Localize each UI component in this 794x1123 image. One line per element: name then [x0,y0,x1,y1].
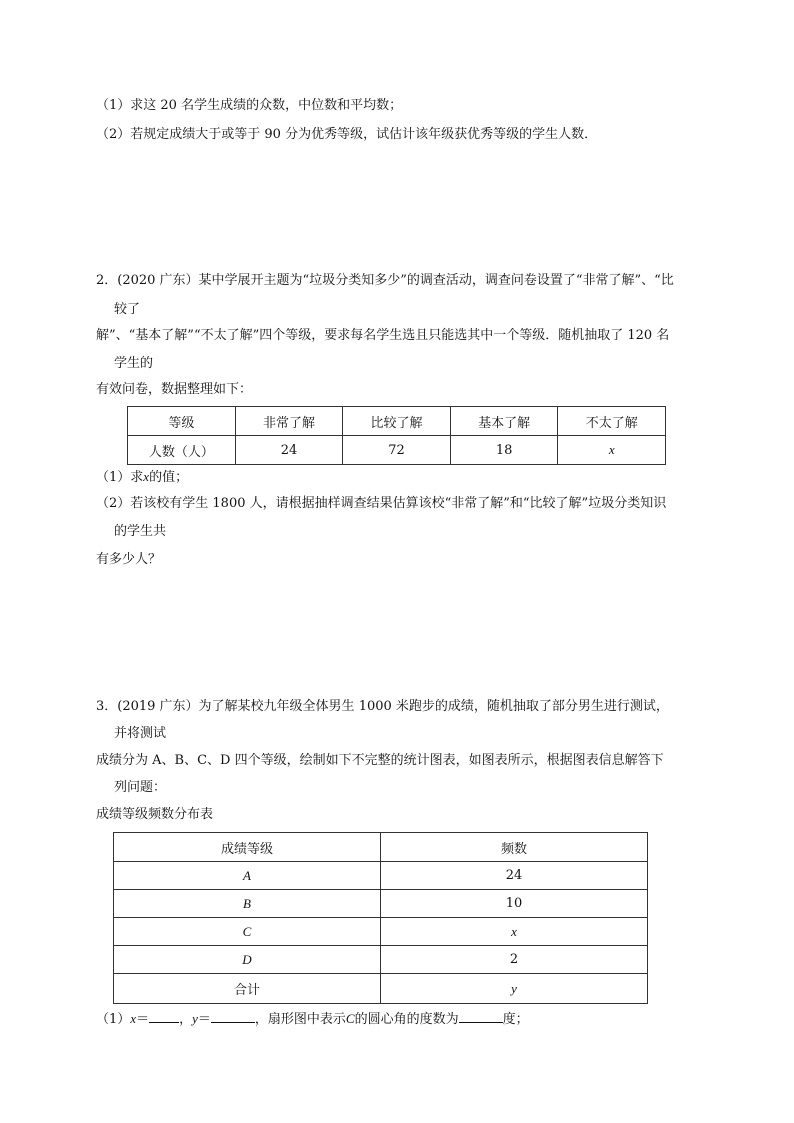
q2-sub2-line1: （2）若该校有学生 1800 人，请根据抽样调查结果估算该校“非常了解”和“比较了解”垃圾分类知识 [96,496,667,511]
q1-part2: （2）若规定成绩大于或等于 90 分为优秀等级，试估计该年级获优秀等级的学生人数． [96,127,598,142]
q2-table-header-row [128,407,666,436]
q3-table-row [114,890,648,918]
q3-total-label: 合计 [114,974,381,1004]
q3-table [113,832,648,1004]
q3-sub1-eq2: ＝ [197,1012,211,1027]
q3-grade-cell: A [114,862,381,890]
q3-stem-line3: 成绩分为 A、B、C、D 四个等级，绘制如下不完整的统计图表，如图表所示，根据图表信息解答下 [96,753,664,768]
q3-table-row [114,946,648,974]
q3-count-cell: 10 [380,890,647,918]
q2-header-cell: 不太了解 [558,407,666,436]
q3-grade-cell: B [114,890,381,918]
q2-sub1-var: x [143,469,150,484]
q3-sub1-prefix: （1） [96,1012,131,1027]
q3-grade-cell: D [114,946,381,974]
q3-sub1-mid2: 的圆心角的度数为 [354,1012,459,1027]
q2-header-cell: 基本了解 [450,407,558,436]
q2-data-cell: x [558,436,666,465]
q2-data-cell: 24 [235,436,343,465]
q3-table-title: 成绩等级频数分布表 [96,807,214,822]
q3-count-cell: 24 [380,862,647,890]
q3-sub1-sep: ， [179,1012,193,1027]
q3-table-row [114,862,648,890]
q2-stem-line2: 较了 [114,302,141,317]
q2-stem-line4: 学生的 [114,356,154,371]
q2-data-cell: 72 [343,436,451,465]
q2-header-cell: 比较了解 [343,407,451,436]
q2-row-label: 人数（人） [128,436,236,465]
q3-sub1-y: y [192,1011,198,1026]
q3-stem-line4: 列问题： [114,780,167,795]
q2-table-data-row [128,436,666,465]
q3-sub1-c: C [345,1011,355,1026]
q3-grade-cell: C [114,918,381,946]
q3-stem-line2: 并将测试 [114,726,167,741]
q2-sub1-prefix: （1）求 [96,470,144,485]
q2-table [127,406,666,465]
q3-sub1-mid1: ，扇形图中表示 [254,1012,346,1027]
q3-header-cell: 成绩等级 [114,833,381,862]
q2-sub2-line3: 有多少人？ [96,552,162,567]
q3-header-cell: 频数 [380,833,647,862]
q2-stem-line1: 2．(2020 广东）某中学展开主题为“垃圾分类知多少”的调查活动，调查问卷设置了“非常了解”、“比 [96,273,674,288]
q2-sub1 [96,468,188,487]
q3-total-value: y [380,974,647,1004]
q3-table-row [114,918,648,946]
q2-header-cell: 非常了解 [235,407,343,436]
q2-sub2-line2: 的学生共 [114,524,167,539]
q3-count-cell: 2 [380,946,647,974]
q2-stem-line3: 解”、“基本了解”“不太了解”四个等级，要求每名学生选且只能选其中一个等级．随机抽取了 120 名 [96,328,670,343]
q3-sub1 [96,1010,529,1029]
q3-stem-line1: 3．(2019 广东）为了解某校九年级全体男生 1000 米跑步的成绩，随机抽取了部分男生进行测试， [96,699,669,714]
q2-data-cell: 18 [450,436,558,465]
q3-table-header-row [114,833,648,862]
q3-sub1-eq1: ＝ [136,1012,150,1027]
answer-blank-x[interactable] [149,1010,179,1023]
answer-blank-angle[interactable] [459,1010,503,1023]
q3-sub1-x: x [130,1011,137,1026]
q2-stem-line5: 有效问卷，数据整理如下： [96,382,253,397]
q2-sub1-suffix: 的值； [149,470,189,485]
q3-count-cell: x [380,918,647,946]
answer-blank-y[interactable] [211,1010,255,1023]
q2-header-cell: 等级 [128,407,236,436]
q3-sub1-end: 度； [502,1012,529,1027]
q3-table-total-row [114,974,648,1004]
q1-part1: （1）求这 20 名学生成绩的众数，中位数和平均数； [96,98,403,113]
